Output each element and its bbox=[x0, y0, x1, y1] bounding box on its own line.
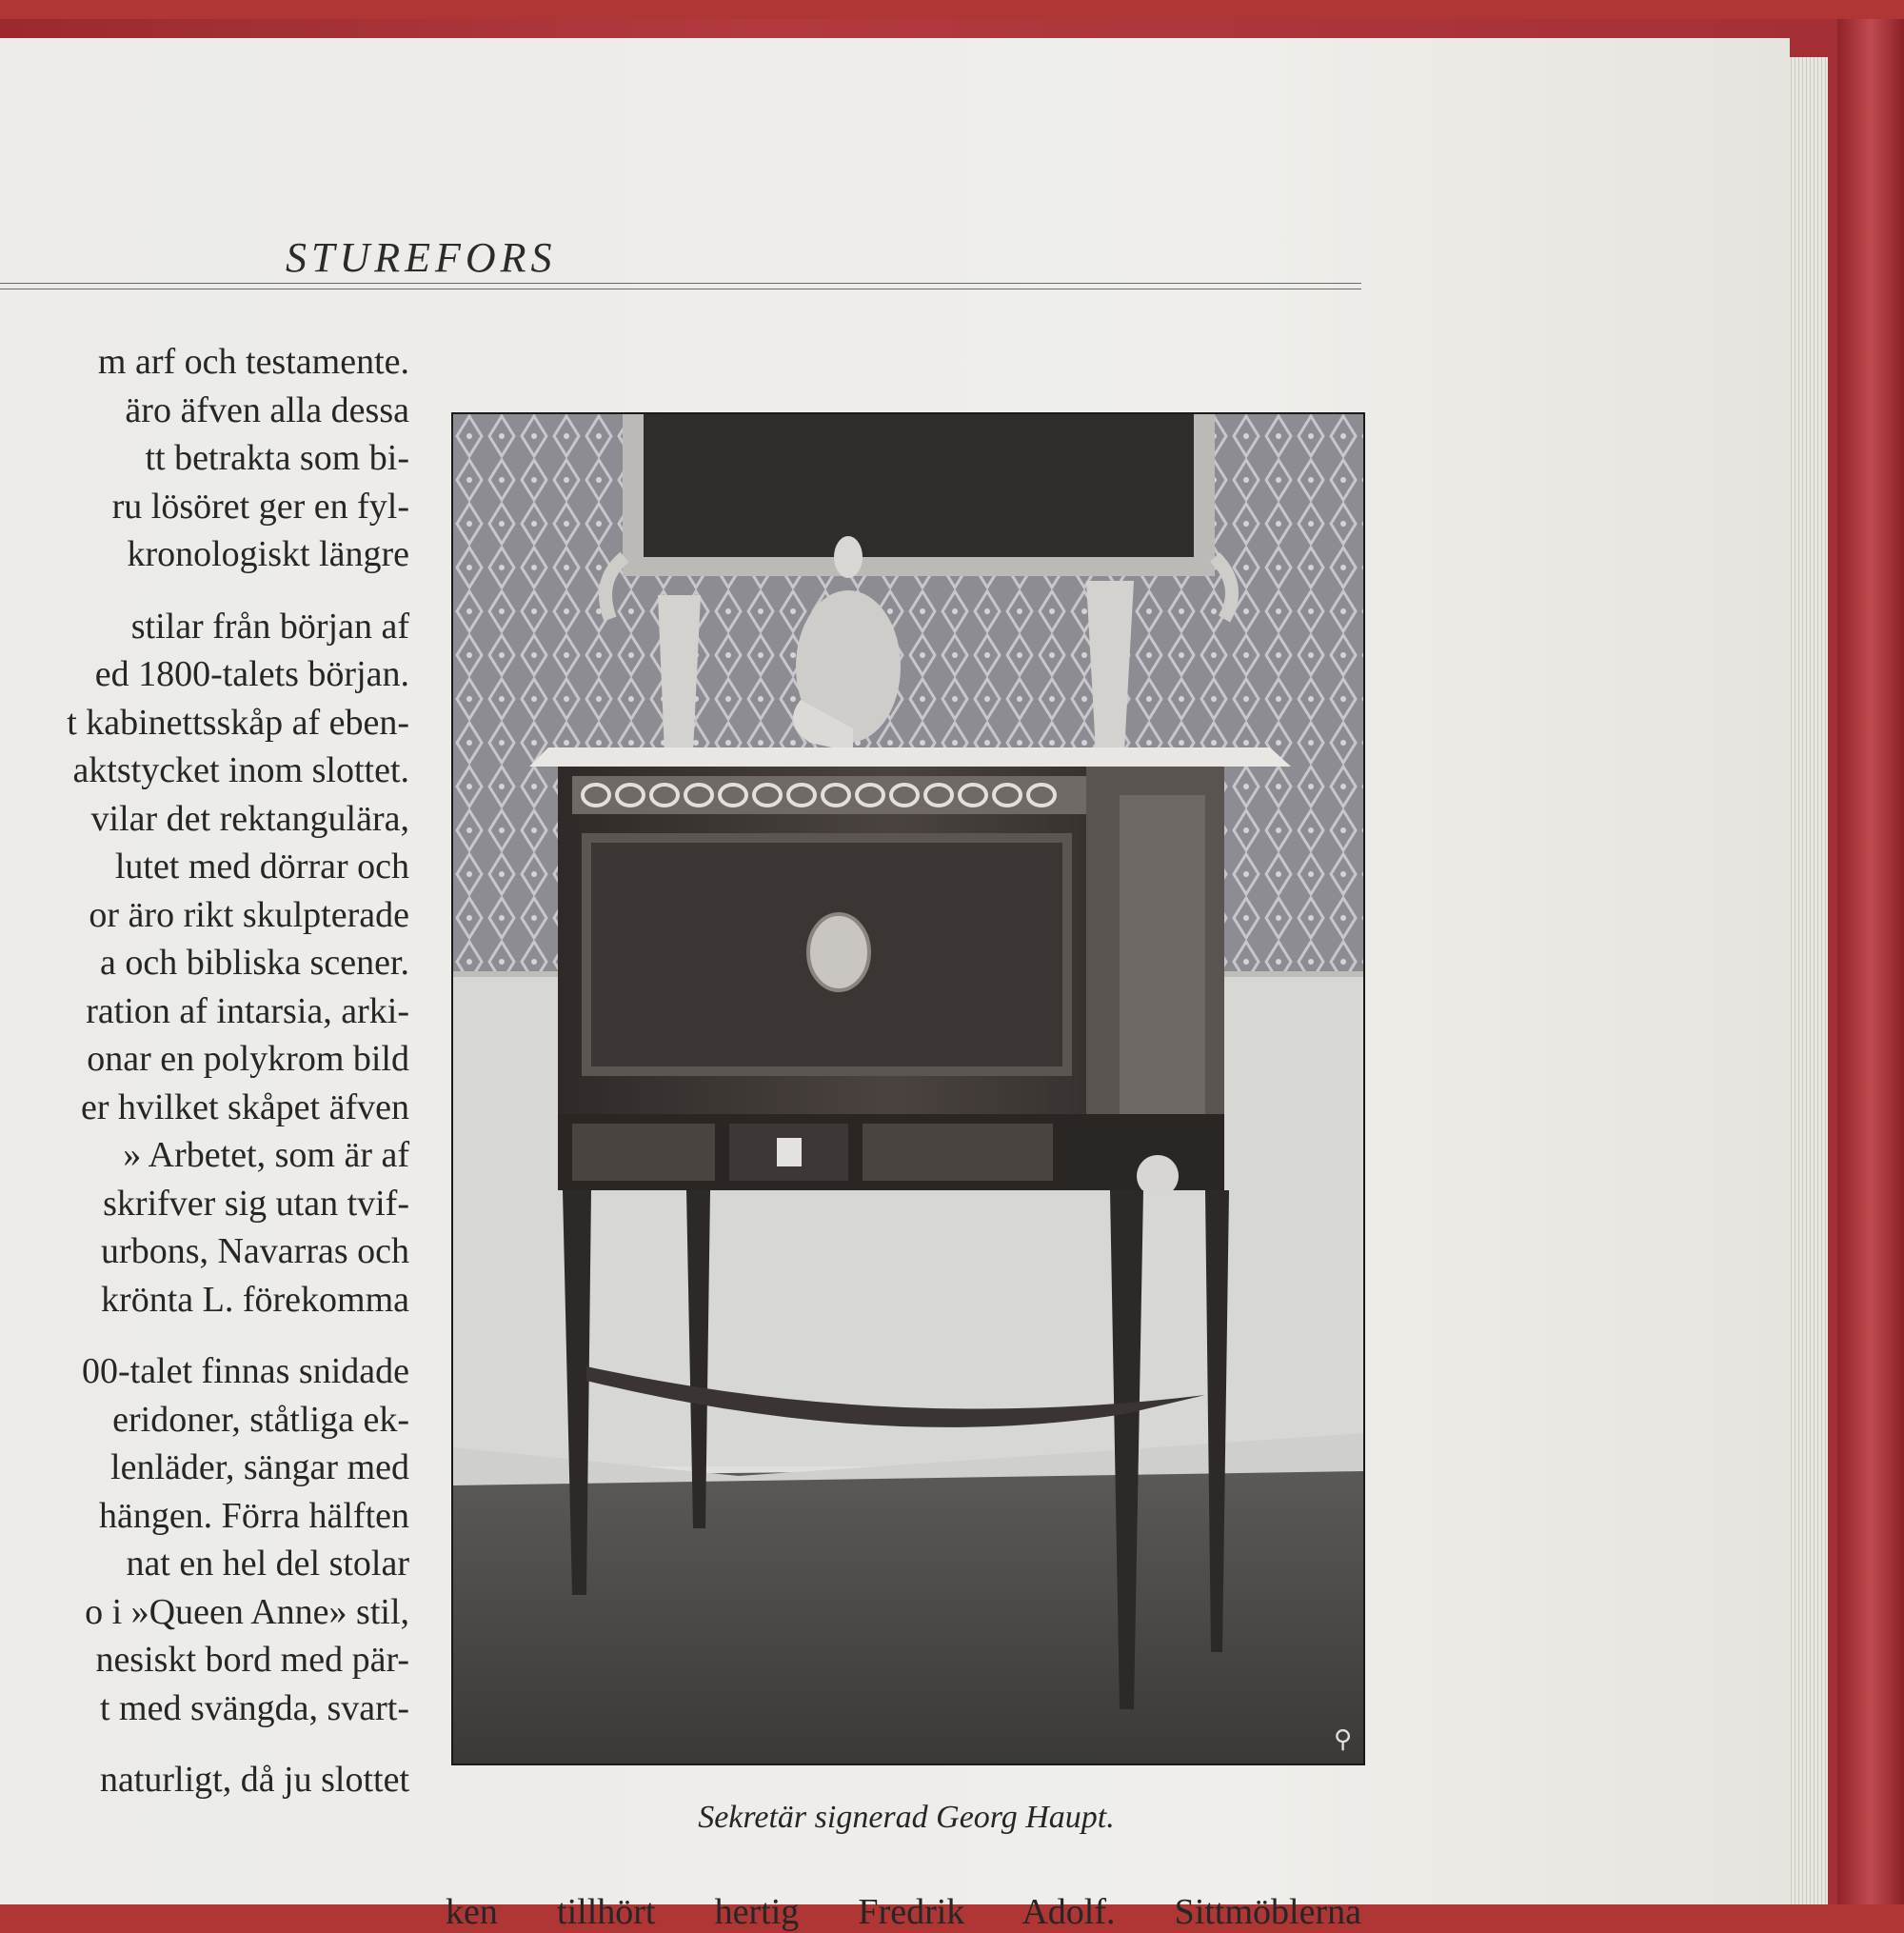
text-line: er hvilket skåpet äfven bbox=[80, 1086, 409, 1127]
text-line: t med svängda, svart- bbox=[99, 1687, 409, 1728]
text-line: aktstycket inom slottet. bbox=[72, 750, 409, 790]
text-line: tt betrakta som bi- bbox=[145, 438, 409, 478]
text-line: ed 1800-talets början. bbox=[94, 654, 409, 694]
medallion-portrait bbox=[808, 914, 869, 990]
text-line: 00-talet finnas snidade bbox=[81, 1351, 409, 1391]
text-line: krönta L. förekomma bbox=[101, 1279, 409, 1320]
text-line: onar en polykrom bild bbox=[87, 1039, 409, 1079]
text-line: lenläder, sängar med bbox=[110, 1447, 409, 1487]
left-text-column bbox=[0, 338, 409, 1804]
text-line: skrifver sig utan tvif- bbox=[103, 1183, 409, 1224]
text-line: » Arbetet, som är af bbox=[123, 1135, 409, 1175]
painting bbox=[644, 414, 1194, 557]
text-line: vilar det rektangulära, bbox=[90, 798, 409, 839]
text-line: lutet med dörrar och bbox=[114, 847, 409, 887]
text-line: eridoner, ståtliga ek- bbox=[112, 1399, 409, 1440]
text-line: a och bibliska scener. bbox=[99, 943, 409, 983]
text-line: m arf och testamente. bbox=[97, 342, 409, 382]
header-rule bbox=[0, 283, 1361, 284]
furniture-photograph bbox=[451, 412, 1365, 1765]
drawer bbox=[572, 1124, 715, 1181]
marble-top bbox=[529, 747, 1291, 767]
text-line: hängen. Förra hälften bbox=[98, 1495, 409, 1536]
paragraph-1 bbox=[0, 338, 409, 579]
book-page bbox=[0, 38, 1790, 1932]
paragraph-2 bbox=[0, 603, 409, 1325]
running-head: STUREFORS bbox=[286, 234, 557, 281]
text-line: urbons, Navarras och bbox=[101, 1231, 409, 1271]
text-line: stilar från början af bbox=[130, 606, 409, 647]
text-line: ru lösöret ger en fyl- bbox=[111, 486, 409, 527]
drawer bbox=[863, 1124, 1053, 1181]
floor bbox=[453, 1466, 1363, 1764]
printer-mark: ⚲ bbox=[1334, 1725, 1353, 1754]
figure-caption: Sekretär signerad Georg Haupt. bbox=[698, 1800, 1115, 1835]
text-line: t kabinettsskåp af eben- bbox=[67, 702, 409, 743]
text-line: ken tillhört hertig Fredrik Adolf. Sittmöblerna bbox=[446, 1892, 1361, 1932]
text-line: o i »Queen Anne» stil, bbox=[85, 1591, 409, 1632]
book-spine-edge bbox=[1837, 19, 1904, 1904]
text-line: äro äfven alla dessa bbox=[125, 389, 409, 430]
text-line: or äro rikt skulpterade bbox=[89, 894, 409, 935]
text-line: nat en hel del stolar bbox=[126, 1544, 409, 1584]
text-line: kronologiskt längre bbox=[127, 534, 409, 574]
text-line: nesiskt bord med pär- bbox=[95, 1640, 409, 1680]
paragraph-4 bbox=[0, 1756, 409, 1804]
paragraph-3 bbox=[0, 1347, 409, 1732]
text-line: naturligt, då ju slottet bbox=[99, 1760, 409, 1800]
keyhole-escutcheon bbox=[777, 1138, 802, 1166]
text-line: ration af intarsia, arki- bbox=[86, 990, 409, 1031]
